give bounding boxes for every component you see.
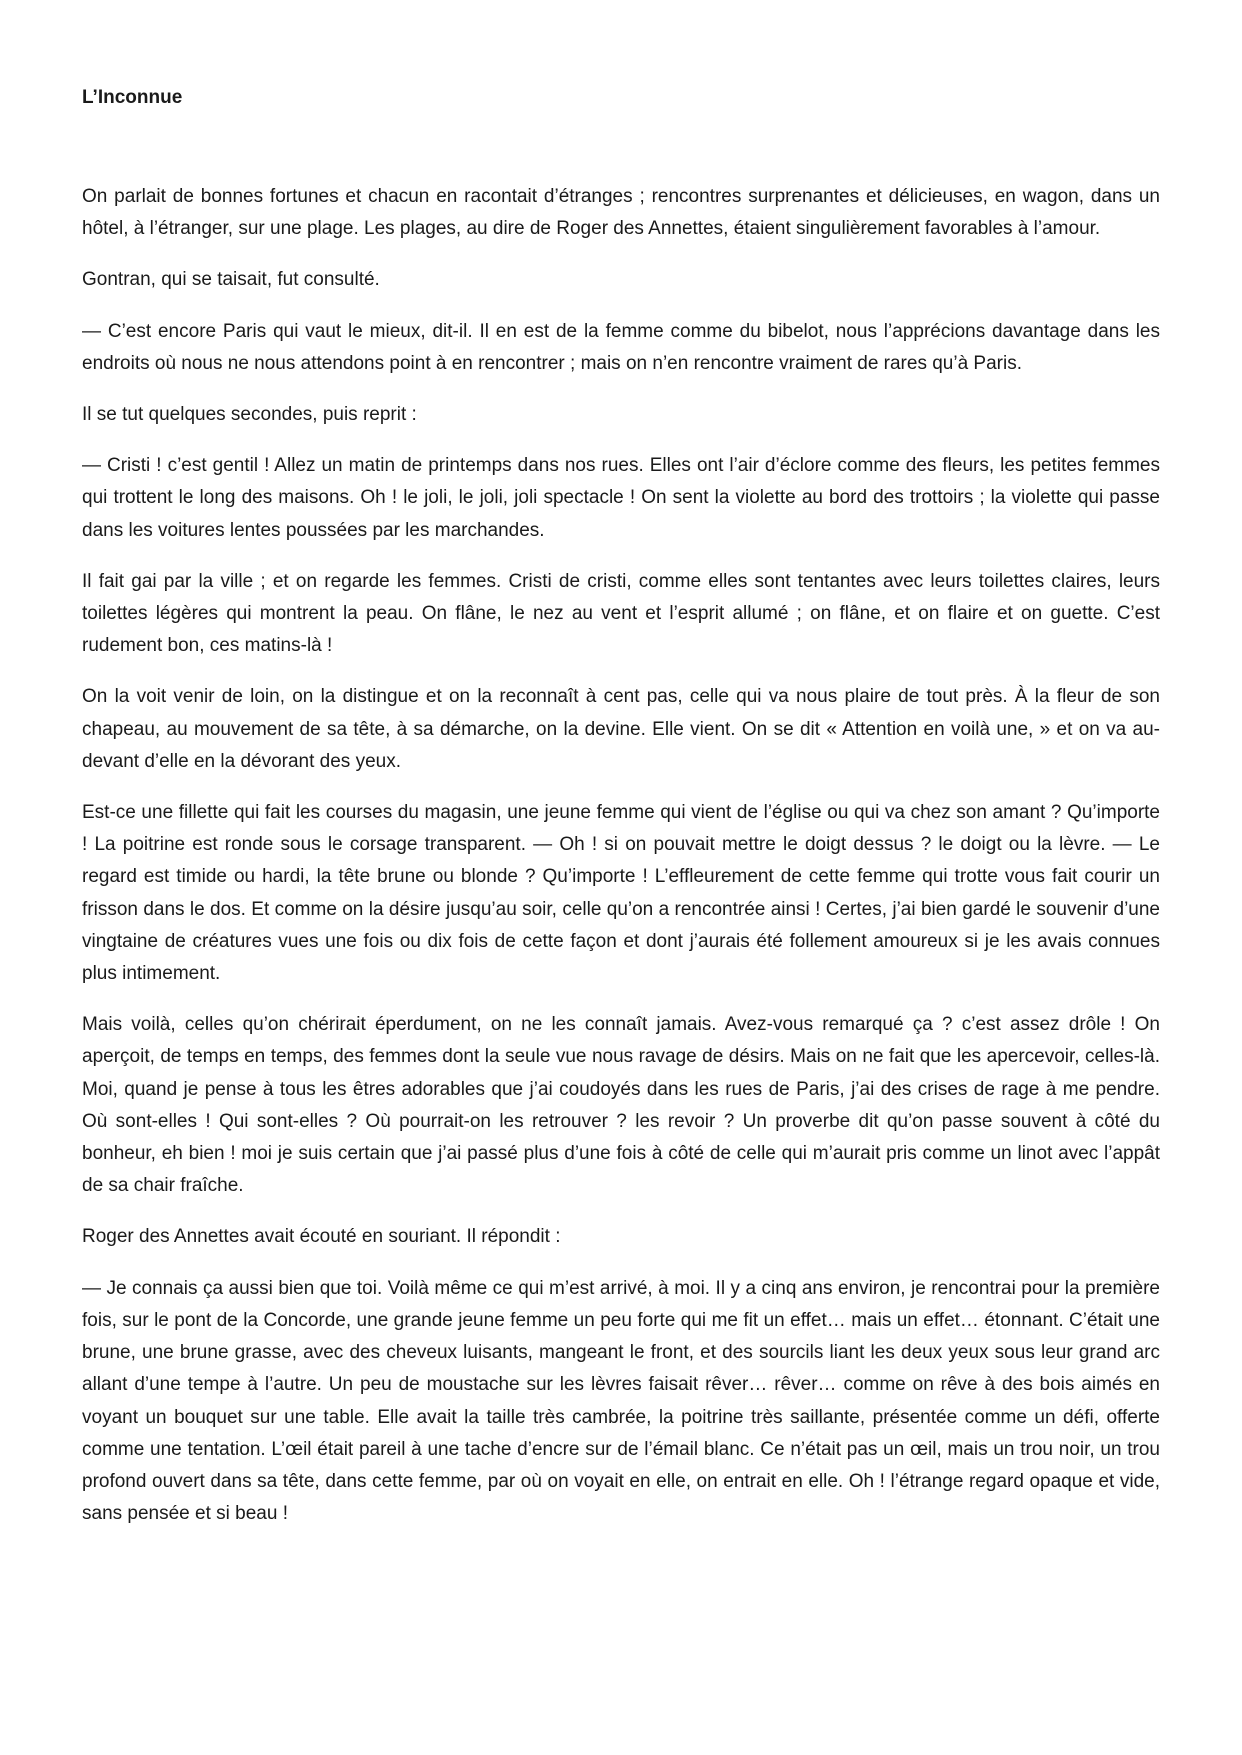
paragraph: — C’est encore Paris qui vaut le mieux, dit-il. Il en est de la femme comme du bibelot, nous l’apprécions davantage dans les endroits où nous ne nous attendons point à en rencontrer ; mais on n’en rencontre vraiment de rares qu’à Paris.: [82, 320, 1160, 374]
document-page: [82, 82, 1160, 1525]
paragraph: Roger des Annettes avait écouté en souriant. Il répondit :: [82, 1226, 561, 1248]
paragraph: Gontran, qui se taisait, fut consulté.: [82, 269, 380, 291]
paragraph: — Cristi ! c’est gentil ! Allez un matin de printemps dans nos rues. Elles ont l’air d’éclore comme des fleurs, les petites femmes qui trottent le long des maisons. Oh ! le joli, le joli, joli spectacle ! On sent la violette au bord des trottoirs ; la violette qui passe dans les voitures lentes poussées par les marchandes.: [82, 455, 1160, 541]
paragraph: On la voit venir de loin, on la distingue et on la reconnaît à cent pas, celle qui va nous plaire de tout près. À la fleur de son chapeau, au mouvement de sa tête, à sa démarche, on la devine. Elle vient. On se dit « Attention en voilà une, » et on va au-devant d’elle en la dévorant des yeux.: [82, 686, 1160, 772]
paragraph: Il fait gai par la ville ; et on regarde les femmes. Cristi de cristi, comme elles sont tentantes avec leurs toilettes claires, leurs toilettes légères qui montrent la peau. On flâne, le nez au vent et l’esprit allumé ; on flâne, et on flaire et on guette. C’est rudement bon, ces matins-là !: [82, 570, 1160, 657]
document-title: L’Inconnue: [82, 87, 183, 108]
paragraph: — Je connais ça aussi bien que toi. Voilà même ce qui m’est arrivé, à moi. Il y a cinq ans environ, je rencontrai pour la première fois, sur le pont de la Concorde, une grande jeune femme un peu forte qui me fit un effet… mais un effet… étonnant. C’était une brune, une brune grasse, avec des cheveux luisants, mangeant le front, et des sourcils liant les deux yeux sous leur grand arc allant d’une tempe à l’autre. Un peu de moustache sur les lèvres faisait rêver… rêver… comme on rêve à des bois aimés en voyant un bouquet sur une table. Elle avait la taille très cambrée, la poitrine très saillante, présentée comme un défi, offerte comme une tentation. L’œil était pareil à une tache d’encre sur de l’émail blanc. Ce n’était pas un œil, mais un trou noir, un trou profond ouvert dans sa tête, dans cette femme, par où on voyait en elle, on entrait en elle. Oh ! l’étrange regard opaque et vide, sans pensée et si beau !: [82, 1277, 1160, 1525]
paragraph: Il se tut quelques secondes, puis reprit :: [82, 404, 417, 426]
paragraph: Est-ce une fillette qui fait les courses du magasin, une jeune femme qui vient de l’église ou qui va chez son amant ? Qu’importe ! La poitrine est ronde sous le corsage transparent. — Oh ! si on pouvait mettre le doigt dessus ? le doigt ou la lèvre. — Le regard est timide ou hardi, la tête brune ou blonde ? Qu’importe ! L’effleurement de cette femme qui trotte vous fait courir un frisson dans le dos. Et comme on la désire jusqu’au soir, celle qu’on a rencontrée ainsi ! Certes, j’ai bien gardé le souvenir d’une vingtaine de créatures vues une fois ou dix fois de cette façon et dont j’aurais été follement amoureux si je les avais connues plus intimement.: [82, 802, 1160, 985]
paragraph: Mais voilà, celles qu’on chérirait éperdument, on ne les connaît jamais. Avez-vous remarqué ça ? c’est assez drôle ! On aperçoit, de temps en temps, des femmes dont la seule vue nous ravage de désirs. Mais on ne fait que les apercevoir, celles-là. Moi, quand je pense à tous les êtres adorables que j’ai coudoyés dans les rues de Paris, j’ai des crises de rage à me pendre. Où sont-elles ! Qui sont-elles ? Où pourrait-on les retrouver ? les revoir ? Un proverbe dit qu’on passe souvent à côté du bonheur, eh bien ! moi je suis certain que j’ai passé plus d’une fois à côté de celle qui m’aurait pris comme un linot avec l’appât de sa chair fraîche.: [82, 1014, 1160, 1197]
paragraph: On parlait de bonnes fortunes et chacun en racontait d’étranges ; rencontres surprenantes et délicieuses, en wagon, dans un hôtel, à l’étranger, sur une plage. Les plages, au dire de Roger des Annettes, étaient singulièrement favorables à l’amour.: [82, 186, 1160, 240]
document-body: [82, 181, 1160, 1549]
